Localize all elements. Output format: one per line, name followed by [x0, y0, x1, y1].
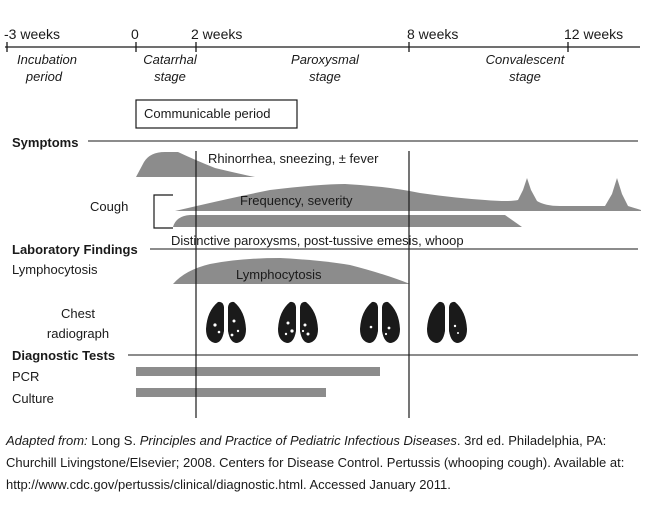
stage-incubation: Incubation: [17, 52, 77, 67]
communicable-period-label: Communicable period: [144, 106, 271, 121]
culture-label: Culture: [12, 391, 54, 406]
section-diagnostic-tests: Diagnostic Tests: [12, 348, 116, 363]
citation-text-2: . 3rd ed. Philadelphia, PA: Churchill Livingstone/Elsevier; 2008. Centers for Disease Control. Pertussis (whooping cough). Available at: http://www.cdc.gov/pertussis/clinical/diagnostic.html. Accessed January 2011.: [6, 433, 625, 492]
cough-paroxysms-band: [173, 215, 522, 227]
stage-paroxysmal: Paroxysmal: [291, 52, 359, 67]
culture-bar: [136, 388, 326, 397]
cough-bracket: [154, 195, 173, 228]
chest-radiograph-label: Chest: [61, 306, 95, 321]
rhinorrhea-label: Rhinorrhea, sneezing, ± fever: [208, 151, 379, 166]
lymphocytosis-row-label: Lymphocytosis: [12, 262, 98, 277]
tick-label-neg3: -3 weeks: [4, 26, 61, 42]
citation: [6, 430, 646, 496]
stage-incubation-line2: period: [25, 69, 63, 84]
chest-radiograph-label-line2: radiograph: [46, 326, 110, 341]
lymphocytosis-band-label: Lymphocytosis: [236, 267, 322, 282]
tick-label-12: 12 weeks: [564, 26, 624, 42]
cough-frequency-label: Frequency, severity: [240, 193, 353, 208]
citation-text-1: Long S.: [87, 433, 140, 448]
pcr-bar: [136, 367, 380, 376]
section-laboratory-findings: Laboratory Findings: [12, 242, 138, 257]
pcr-label: PCR: [12, 369, 40, 384]
cough-paroxysms-label: Distinctive paroxysms, post-tussive emesis, whoop: [171, 233, 464, 248]
stage-catarrhal-line2: stage: [154, 69, 186, 84]
stage-catarrhal: Catarrhal: [143, 52, 197, 67]
lung-xray-icon: [360, 302, 400, 343]
tick-label-0: 0: [131, 26, 139, 42]
section-symptoms: Symptoms: [12, 135, 79, 150]
stage-convalescent: Convalescent: [485, 52, 565, 67]
citation-lead: Adapted from:: [6, 433, 88, 448]
cough-label: Cough: [90, 199, 129, 214]
stage-paroxysmal-line2: stage: [309, 69, 341, 84]
tick-label-8: 8 weeks: [407, 26, 459, 42]
lung-xray-icon: [278, 302, 318, 343]
lung-xray-icon: [206, 302, 246, 343]
tick-label-2: 2 weeks: [191, 26, 243, 42]
lung-xray-icon: [427, 302, 467, 343]
citation-book-title: Principles and Practice of Pediatric Infectious Diseases: [139, 433, 457, 448]
stage-convalescent-line2: stage: [509, 69, 541, 84]
